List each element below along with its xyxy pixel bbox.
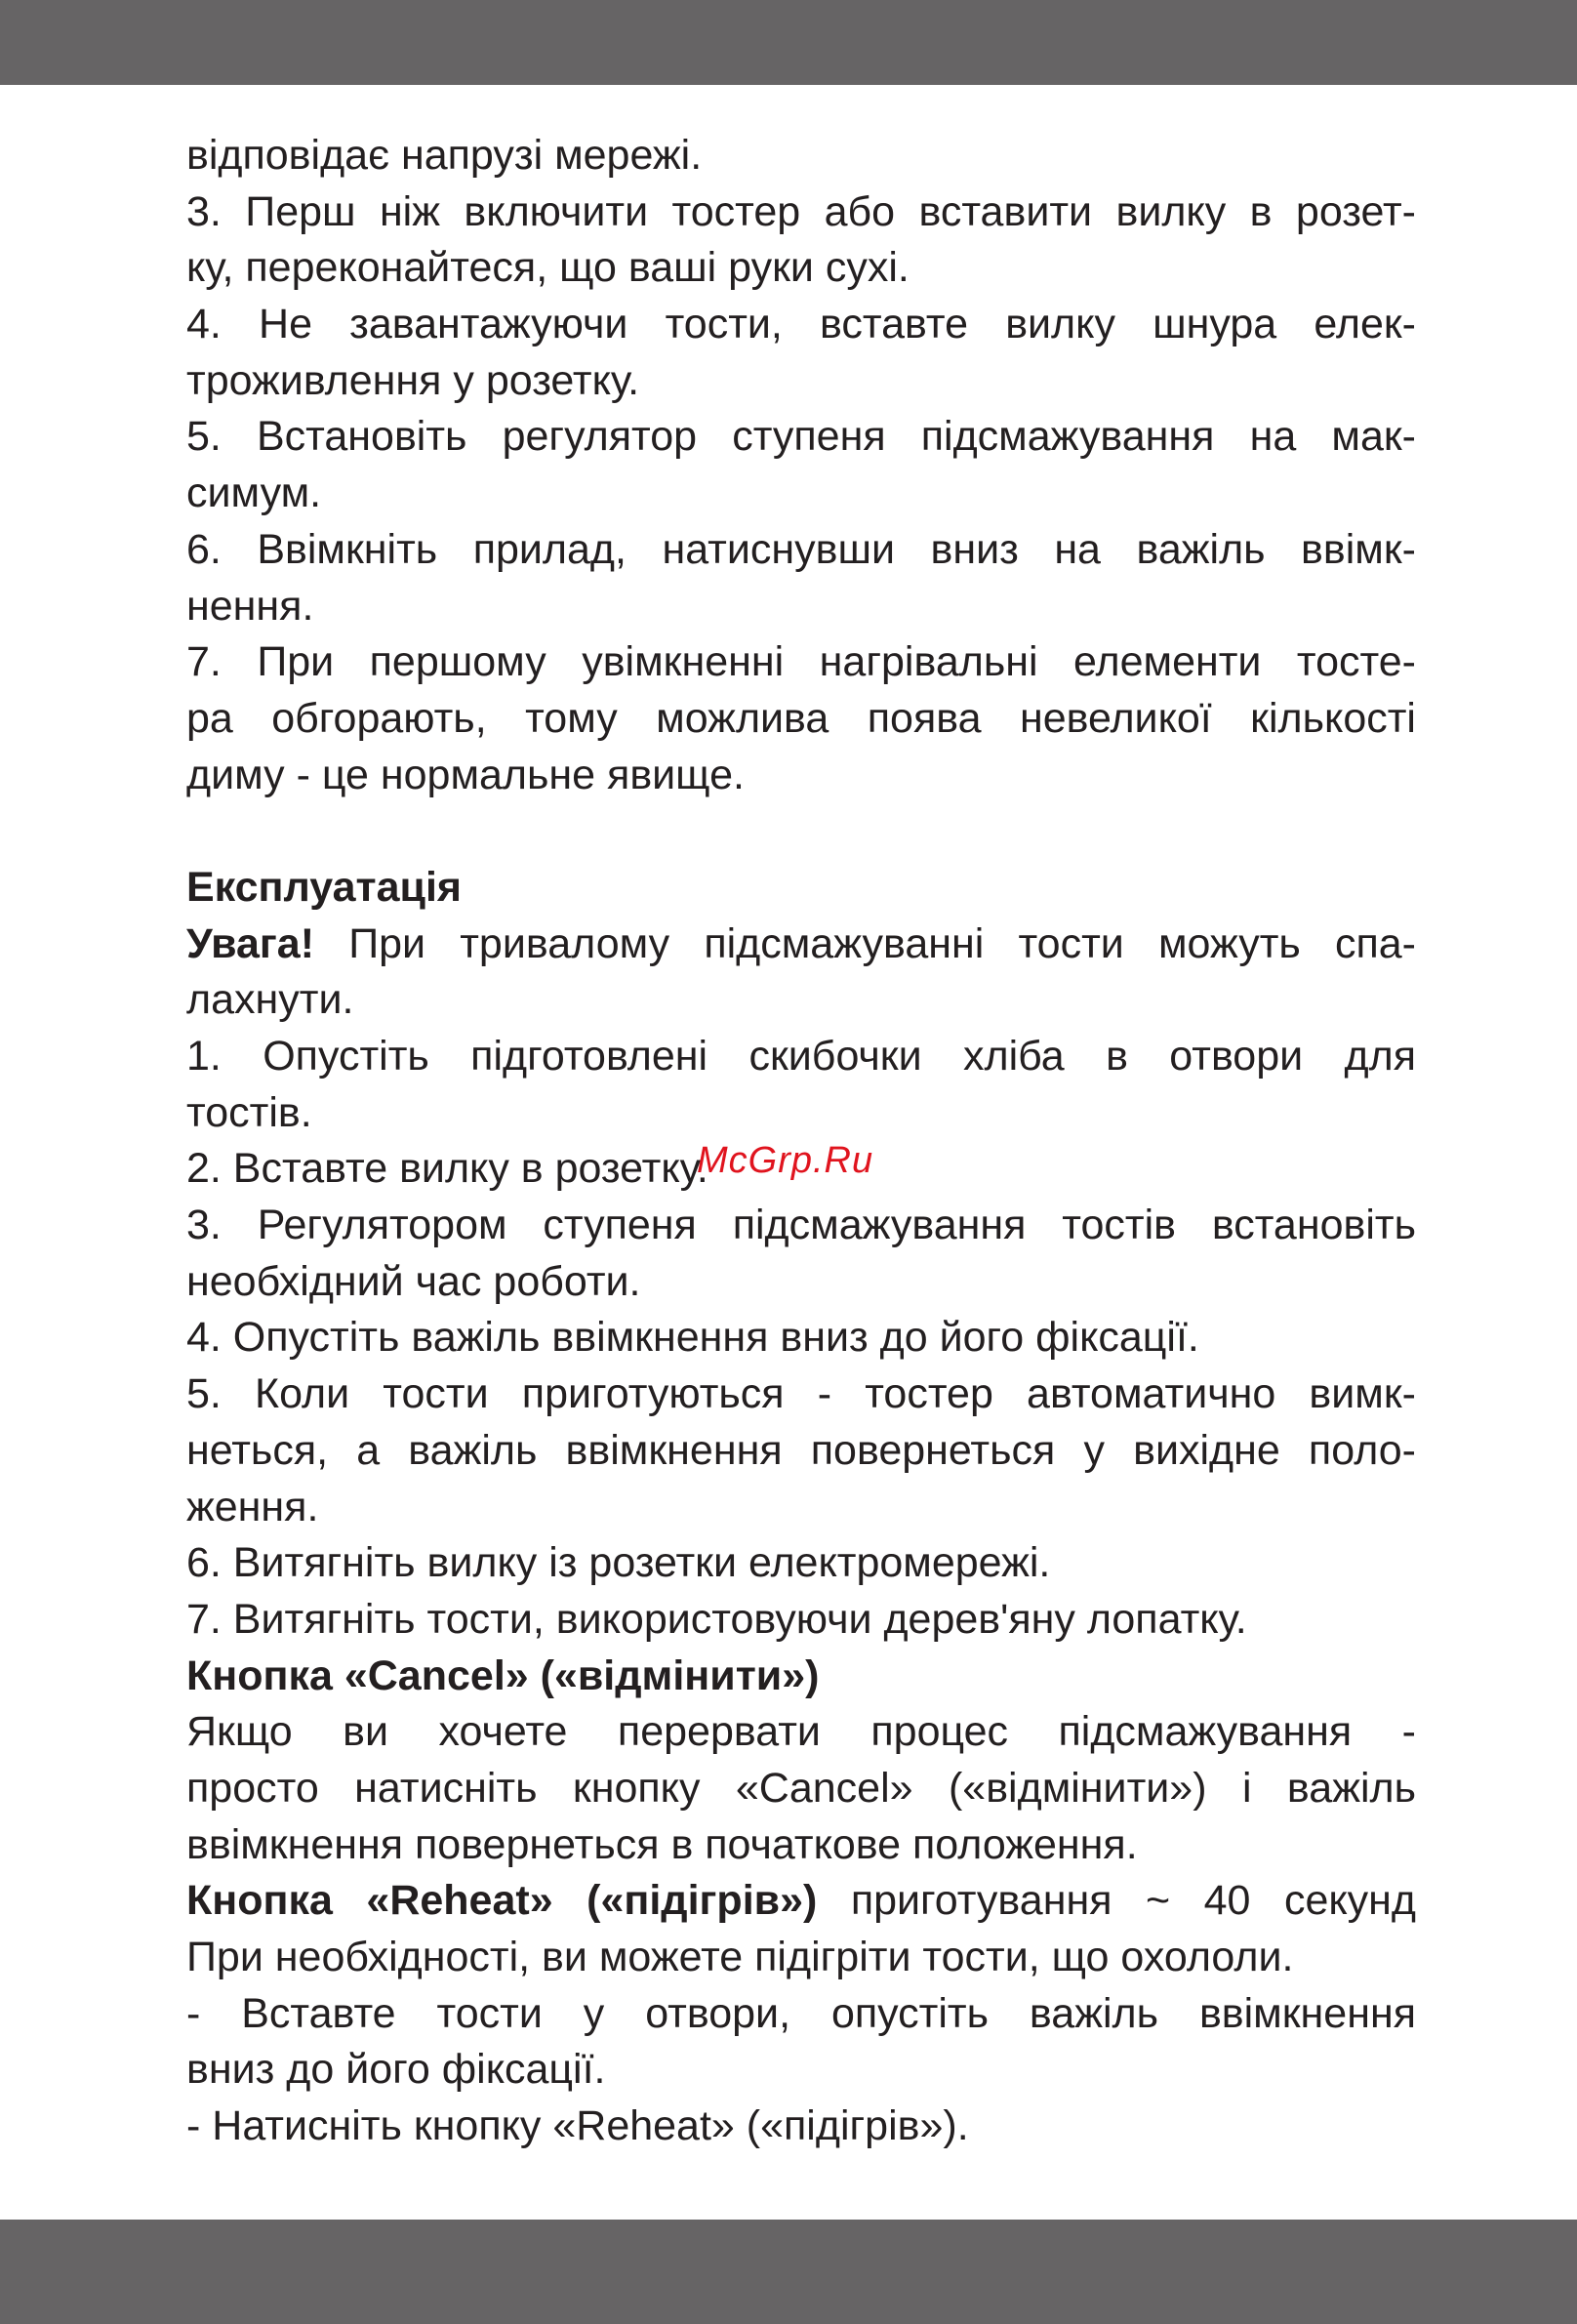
text-line: При необхідності, ви можете підігріти тости, що охололи.	[186, 1934, 1294, 1980]
text-line: симум.	[186, 469, 322, 517]
reheat-time: приготування ~ 40 секунд	[817, 1877, 1416, 1925]
section-heading-operation: Експлуатація	[186, 863, 462, 911]
reheat-heading-line	[186, 1873, 1416, 1930]
text-line: 3. Регулятором ступеня підсмажування тостів встановіть	[186, 1202, 1416, 1249]
text-line: 1. Опустіть підготовлені скибочки хліба в отвори для	[186, 1033, 1416, 1080]
text-line: ження.	[186, 1483, 319, 1530]
text-line: Якщо ви хочете перервати процес підсмажування -	[186, 1708, 1416, 1756]
text-line: 2. Вставте вилку в розетку.	[186, 1145, 708, 1193]
watermark: McGrp.Ru	[697, 1140, 874, 1181]
text-line: троживлення у розетку.	[186, 356, 640, 404]
text-line: ввімкнення повернеться в початкове положення.	[186, 1820, 1138, 1868]
text-line: вниз до його фіксації.	[186, 2046, 606, 2094]
top-bar	[0, 0, 1577, 85]
text-line: відповідає напрузі мережі.	[186, 132, 703, 179]
text-line: диму - це нормальне явище.	[186, 751, 745, 798]
text-line: 6. Витягніть вилку із розетки електромережі.	[186, 1539, 1051, 1587]
text-line: 7. При першому увімкненні нагрівальні елементи тосте-	[186, 638, 1416, 686]
text-line: 4. Опустіть важіль ввімкнення вниз до його фіксації.	[186, 1314, 1199, 1362]
text-line: 3. Перш ніж включити тостер або вставити вилку в розет-	[186, 187, 1416, 235]
bottom-bar	[0, 2220, 1577, 2324]
text-line: тостів.	[186, 1088, 312, 1136]
text-line: ку, переконайтеся, що ваші руки сухі.	[186, 244, 910, 292]
text-line: - Вставте тости у отвори, опустіть важіль ввімкнення	[186, 1989, 1416, 2037]
text-line: 5. Встановіть регулятор ступеня підсмажування на мак-	[186, 413, 1416, 461]
text-line: - Натисніть кнопку «Reheat» («підігрів»).	[186, 2102, 969, 2150]
text-line: просто натисніть кнопку «Cancel» («відмінити») і важіль	[186, 1764, 1416, 1812]
text-line: неться, а важіль ввімкнення повернеться у вихідне поло-	[186, 1426, 1416, 1474]
text-line: 6. Ввімкніть прилад, натиснувши вниз на важіль ввімк-	[186, 525, 1416, 573]
text-line: 7. Витягніть тости, використовуючи дерев'яну лопатку.	[186, 1595, 1247, 1643]
warning-label: Увага!	[186, 919, 315, 967]
section-heading-reheat: Кнопка «Reheat» («підігрів»)	[186, 1877, 818, 1925]
section-heading-cancel: Кнопка «Cancel» («відмінити»)	[186, 1651, 820, 1699]
text-line: ра обгорають, тому можлива поява невеликої кількості	[186, 694, 1416, 742]
text-line: нення.	[186, 582, 314, 630]
text-line: лахнути.	[186, 976, 354, 1024]
warning-text: При тривалому підсмажуванні тости можуть спа-	[314, 919, 1416, 967]
text-line: необхідний час роботи.	[186, 1257, 641, 1305]
warning-line	[186, 917, 1416, 973]
blank-line	[186, 803, 1416, 860]
text-line: 5. Коли тости приготуються - тостер автоматично вимк-	[186, 1370, 1416, 1418]
text-line: 4. Не завантажуючи тости, вставте вилку шнура елек-	[186, 301, 1416, 348]
